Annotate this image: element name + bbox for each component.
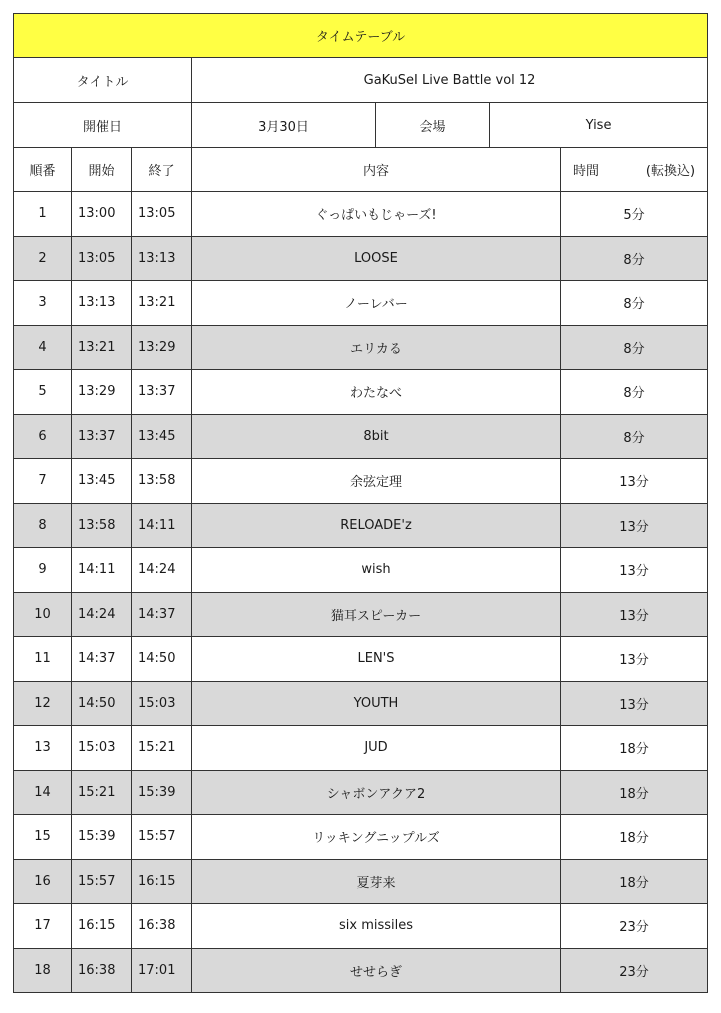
table-row — [14, 192, 708, 237]
venue-value: Yise — [490, 103, 708, 148]
act-cell: RELOADE'z — [192, 503, 561, 548]
start-cell: 16:38 — [72, 948, 132, 993]
header-duration — [561, 148, 708, 192]
start-cell: 13:05 — [72, 236, 132, 281]
end-cell: 13:58 — [132, 459, 192, 504]
act-cell: JUD — [192, 726, 561, 771]
end-cell: 17:01 — [132, 948, 192, 993]
order-cell: 18 — [14, 948, 72, 993]
header-end: 終了 — [132, 148, 192, 192]
order-cell: 3 — [14, 281, 72, 326]
order-cell: 2 — [14, 236, 72, 281]
start-cell: 13:00 — [72, 192, 132, 237]
duration-cell: 8分 — [561, 414, 708, 459]
duration-cell: 13分 — [561, 592, 708, 637]
act-cell: せせらぎ — [192, 948, 561, 993]
table-row — [14, 459, 708, 504]
table-row — [14, 548, 708, 593]
act-cell: wish — [192, 548, 561, 593]
act-cell: 夏芽来 — [192, 859, 561, 904]
order-cell: 11 — [14, 637, 72, 682]
event-title: GaKuSeI Live Battle vol 12 — [192, 58, 708, 103]
duration-cell: 18分 — [561, 726, 708, 771]
act-cell: 猫耳スピーカー — [192, 592, 561, 637]
start-cell: 14:11 — [72, 548, 132, 593]
act-cell: リッキングニップルズ — [192, 815, 561, 860]
table-row — [14, 236, 708, 281]
table-row — [14, 325, 708, 370]
duration-cell: 23分 — [561, 948, 708, 993]
duration-cell: 23分 — [561, 904, 708, 949]
date-value: 3月30日 — [192, 103, 376, 148]
end-cell: 13:29 — [132, 325, 192, 370]
duration-cell: 13分 — [561, 681, 708, 726]
table-row — [14, 681, 708, 726]
start-cell: 15:03 — [72, 726, 132, 771]
act-cell: ノーレバー — [192, 281, 561, 326]
end-cell: 14:24 — [132, 548, 192, 593]
order-cell: 16 — [14, 859, 72, 904]
act-cell: 8bit — [192, 414, 561, 459]
end-cell: 16:38 — [132, 904, 192, 949]
start-cell: 13:21 — [72, 325, 132, 370]
act-cell: LOOSE — [192, 236, 561, 281]
header-content: 内容 — [192, 148, 561, 192]
table-row — [14, 948, 708, 993]
start-cell: 14:37 — [72, 637, 132, 682]
title-label: タイトル — [14, 58, 192, 103]
act-cell: エリカる — [192, 325, 561, 370]
act-cell: ぐっぱいもじゃーズ! — [192, 192, 561, 237]
start-cell: 14:50 — [72, 681, 132, 726]
end-cell: 15:57 — [132, 815, 192, 860]
start-cell: 13:58 — [72, 503, 132, 548]
end-cell: 13:45 — [132, 414, 192, 459]
act-cell: LEN'S — [192, 637, 561, 682]
duration-cell: 8分 — [561, 281, 708, 326]
duration-cell: 13分 — [561, 548, 708, 593]
duration-cell: 5分 — [561, 192, 708, 237]
start-cell: 15:21 — [72, 770, 132, 815]
duration-cell: 13分 — [561, 459, 708, 504]
date-venue-row — [14, 103, 708, 148]
act-cell: シャボンアクア2 — [192, 770, 561, 815]
header-start: 開始 — [72, 148, 132, 192]
table-row — [14, 281, 708, 326]
duration-cell: 18分 — [561, 859, 708, 904]
order-cell: 6 — [14, 414, 72, 459]
duration-cell: 8分 — [561, 236, 708, 281]
end-cell: 13:37 — [132, 370, 192, 415]
duration-cell: 13分 — [561, 637, 708, 682]
header-order: 順番 — [14, 148, 72, 192]
duration-cell: 8分 — [561, 370, 708, 415]
order-cell: 9 — [14, 548, 72, 593]
end-cell: 15:21 — [132, 726, 192, 771]
start-cell: 15:39 — [72, 815, 132, 860]
order-cell: 10 — [14, 592, 72, 637]
table-title: タイムテーブル — [14, 14, 708, 58]
start-cell: 15:57 — [72, 859, 132, 904]
end-cell: 14:11 — [132, 503, 192, 548]
end-cell: 13:13 — [132, 236, 192, 281]
order-cell: 8 — [14, 503, 72, 548]
header-duration-label: 時間 — [573, 164, 600, 179]
end-cell: 13:21 — [132, 281, 192, 326]
act-cell: six missiles — [192, 904, 561, 949]
end-cell: 14:50 — [132, 637, 192, 682]
title-row — [14, 14, 708, 58]
act-cell: 余弦定理 — [192, 459, 561, 504]
order-cell: 14 — [14, 770, 72, 815]
table-row — [14, 503, 708, 548]
table-row — [14, 370, 708, 415]
act-cell: わたなべ — [192, 370, 561, 415]
table-row — [14, 414, 708, 459]
end-cell: 13:05 — [132, 192, 192, 237]
order-cell: 13 — [14, 726, 72, 771]
start-cell: 13:45 — [72, 459, 132, 504]
duration-cell: 13分 — [561, 503, 708, 548]
duration-cell: 18分 — [561, 770, 708, 815]
end-cell: 16:15 — [132, 859, 192, 904]
end-cell: 14:37 — [132, 592, 192, 637]
start-cell: 14:24 — [72, 592, 132, 637]
table-row — [14, 770, 708, 815]
venue-label: 会場 — [376, 103, 490, 148]
order-cell: 12 — [14, 681, 72, 726]
table-row — [14, 637, 708, 682]
order-cell: 1 — [14, 192, 72, 237]
start-cell: 13:29 — [72, 370, 132, 415]
header-duration-note: (転換込) — [645, 164, 696, 179]
title-info-row — [14, 58, 708, 103]
start-cell: 16:15 — [72, 904, 132, 949]
table-row — [14, 859, 708, 904]
order-cell: 17 — [14, 904, 72, 949]
start-cell: 13:13 — [72, 281, 132, 326]
order-cell: 5 — [14, 370, 72, 415]
order-cell: 4 — [14, 325, 72, 370]
order-cell: 7 — [14, 459, 72, 504]
duration-cell: 8分 — [561, 325, 708, 370]
timetable — [13, 13, 708, 993]
end-cell: 15:39 — [132, 770, 192, 815]
end-cell: 15:03 — [132, 681, 192, 726]
duration-cell: 18分 — [561, 815, 708, 860]
start-cell: 13:37 — [72, 414, 132, 459]
header-row — [14, 148, 708, 192]
table-row — [14, 726, 708, 771]
order-cell: 15 — [14, 815, 72, 860]
act-cell: YOUTH — [192, 681, 561, 726]
date-label: 開催日 — [14, 103, 192, 148]
table-row — [14, 815, 708, 860]
table-row — [14, 904, 708, 949]
table-row — [14, 592, 708, 637]
